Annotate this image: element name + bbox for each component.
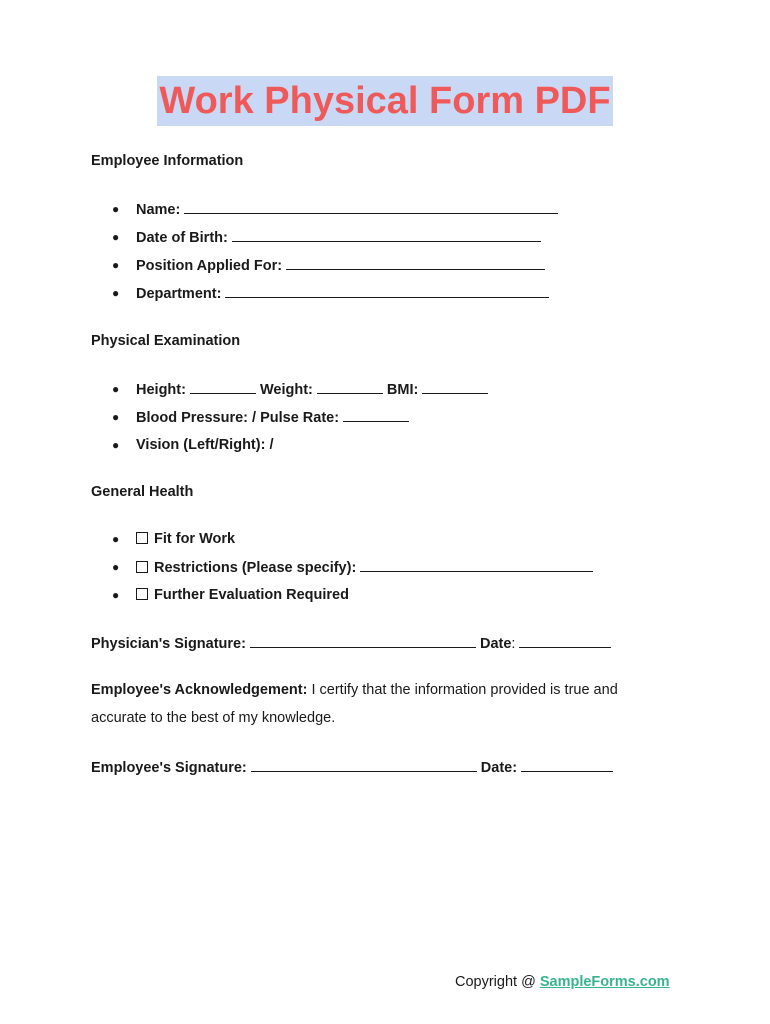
fit-for-work-item [112,530,593,558]
name-field-item [112,200,558,228]
height-label: Height: [136,382,186,398]
fit-for-work-checkbox[interactable] [136,532,148,544]
restrictions-blank-line[interactable] [360,558,593,572]
position-label: Position Applied For: [136,258,283,274]
physician-signature-row [91,634,611,653]
bullet-icon: ● [112,588,120,602]
weight-label: Weight: [259,382,313,398]
department-label: Department: [136,286,222,302]
bullet-icon: ● [112,560,120,574]
restrictions-item [112,558,593,586]
vision-item [112,436,488,464]
employee-date-label: Date: [480,760,518,776]
physician-date-blank-line[interactable] [519,634,611,648]
general-health-heading: General Health [91,484,194,500]
bmi-blank-line[interactable] [422,380,488,394]
dob-field-item [112,228,558,256]
bullet-icon: ● [112,230,120,244]
name-label: Name: [136,202,181,218]
acknowledgement-paragraph [91,676,671,732]
bullet-icon: ● [112,202,120,216]
employee-info-heading: Employee Information [91,153,244,169]
general-health-list [112,530,593,614]
further-evaluation-item [112,586,593,614]
acknowledgement-text: I certify that the information provided is true and accurate to the best of my knowledge. [91,682,618,726]
title-wrapper [0,76,770,126]
brand-link[interactable]: SampleForms.com [539,974,670,990]
restrictions-label: Restrictions (Please specify): [154,560,357,576]
employee-signature-blank-line[interactable] [251,758,477,772]
copyright-text: Copyright @ [455,974,540,990]
height-blank-line[interactable] [190,380,256,394]
blood-pressure-item [112,408,488,436]
physician-date-colon: : [511,636,516,652]
name-blank-line[interactable] [184,200,558,214]
footer [455,973,670,991]
position-blank-line[interactable] [286,256,545,270]
department-field-item [112,284,558,312]
physical-exam-list [112,380,488,464]
dob-label: Date of Birth: [136,230,228,246]
physician-signature-label: Physician's Signature: [91,636,246,652]
physical-exam-heading: Physical Examination [91,333,241,349]
physician-date-label: Date [479,636,512,652]
acknowledgement-label: Employee's Acknowledgement: [91,682,308,698]
employee-date-blank-line[interactable] [521,758,613,772]
bullet-icon: ● [112,438,120,452]
employee-info-list [112,200,558,312]
restrictions-checkbox[interactable] [136,561,148,573]
fit-for-work-label: Fit for Work [154,531,236,547]
department-blank-line[interactable] [225,284,549,298]
physician-signature-blank-line[interactable] [250,634,476,648]
dob-blank-line[interactable] [232,228,541,242]
bullet-icon: ● [112,286,120,300]
employee-signature-row [91,758,613,777]
bullet-icon: ● [112,532,120,546]
pulse-rate-blank-line[interactable] [343,408,409,422]
further-evaluation-label: Further Evaluation Required [154,587,349,603]
position-field-item [112,256,558,284]
page-title: Work Physical Form PDF [157,76,612,126]
blood-pressure-label: Blood Pressure: / Pulse Rate: [136,410,340,426]
vision-label: Vision (Left/Right): / [136,437,274,453]
bullet-icon: ● [112,258,120,272]
bullet-icon: ● [112,382,120,396]
employee-signature-label: Employee's Signature: [91,760,247,776]
bullet-icon: ● [112,410,120,424]
further-evaluation-checkbox[interactable] [136,588,148,600]
measurements-item [112,380,488,408]
weight-blank-line[interactable] [317,380,383,394]
bmi-label: BMI: [386,382,419,398]
